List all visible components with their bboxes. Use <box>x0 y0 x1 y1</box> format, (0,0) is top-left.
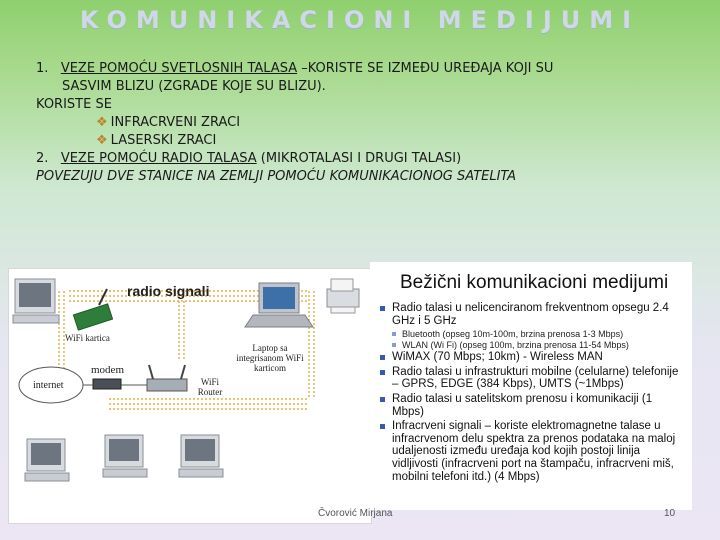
sub-item-infrared: ❖ INFRACRVENI ZRACI <box>96 115 241 130</box>
diamond-bullet-icon: ❖ <box>96 133 108 148</box>
panel-item: Infracrveni signali – koriste elektromagnetne talase u infracrvenom delu spektra za prenos podataka na maloj udaljenosti između uređaja kod kojih postoji linija vidljivosti (infracrveni port na štampaču, infracrveni miš, mobilni telefoni itd.) (4 Mbps) <box>378 420 684 483</box>
router-icon <box>147 365 187 391</box>
network-diagram-graphic <box>9 269 371 523</box>
item-1-text: –KORISTE SE IZMEĐU UREĐAJA KOJI SU <box>297 61 554 76</box>
wireless-media-panel <box>370 262 692 510</box>
desktop-computer-icon <box>13 279 59 323</box>
item-1-number: 1. <box>36 61 49 76</box>
printer-icon <box>327 279 359 313</box>
wifi-card-label: WiFi kartica <box>65 333 110 343</box>
panel-subitem: Bluetooth (opseg 10m-100m, brzina prenosa 1-3 Mbps) <box>378 329 684 340</box>
router-label: WiFi Router <box>197 377 223 397</box>
laptop-icon <box>245 283 313 327</box>
panel-subitem: WLAN (Wi Fi) (opseg 100m, brzina prenosa 11-54 Mbps) <box>378 340 684 351</box>
panel-item: WiMAX (70 Mbps; 10km) - Wireless MAN <box>378 351 684 364</box>
laptop-label: Laptop sa integrisanom WiFi karticom <box>236 343 304 373</box>
panel-item: Radio talasi u nelicenciranom frekventnom opsegu 2.4 GHz i 5 GHz <box>378 302 684 327</box>
item-2-number: 2. <box>36 151 49 166</box>
panel-list <box>378 302 684 485</box>
modem-icon <box>93 379 121 389</box>
page-number: 10 <box>664 508 676 519</box>
diamond-bullet-icon: ❖ <box>96 115 108 130</box>
item-1 <box>36 60 696 78</box>
panel-item: Radio talasi u infrastrukturi mobilne (celularne) telefonije – GPRS, EDGE (384 Kbps), UMTS (~1Mbps) <box>378 366 684 391</box>
panel-title: Bežični komunikacioni medijumi <box>400 272 669 293</box>
item-2-heading: VEZE POMOĆU RADIO TALASA <box>60 151 257 166</box>
slide-title: KOMUNIKACIONI MEDIJUMI <box>79 6 641 34</box>
koriste-se-label: KORISTE SE <box>36 97 112 112</box>
item-2-text: (MIKROTALASI I DRUGI TALASI) <box>256 151 462 166</box>
item-2-description: POVEZUJU DVE STANICE NA ZEMLJI POMOĆU KOMUNIKACIONOG SATELITA <box>36 169 517 184</box>
footer-author: Čvorović Mirjana <box>318 508 393 519</box>
slide-body <box>36 60 696 186</box>
desktop-computer-icon <box>179 435 223 477</box>
item-1-line-2: SASVIM BLIZU (ZGRADE KOJE SU BLIZU). <box>62 79 326 94</box>
desktop-computer-icon <box>103 435 147 477</box>
modem-label: modem <box>91 364 124 376</box>
radio-signals-label: radio signali <box>127 283 210 299</box>
wireless-network-diagram <box>8 268 372 524</box>
wifi-card-icon <box>73 289 112 330</box>
item-2 <box>36 150 696 168</box>
internet-label: internet <box>33 380 64 391</box>
item-1-heading: VEZE POMOĆU SVETLOSNIH TALASA <box>60 61 298 76</box>
desktop-computer-icon <box>25 439 69 481</box>
panel-item: Radio talasi u satelitskom prenosu i komunikaciji (1 Mbps) <box>378 393 684 418</box>
sub-item-laser: ❖ LASERSKI ZRACI <box>96 133 217 148</box>
